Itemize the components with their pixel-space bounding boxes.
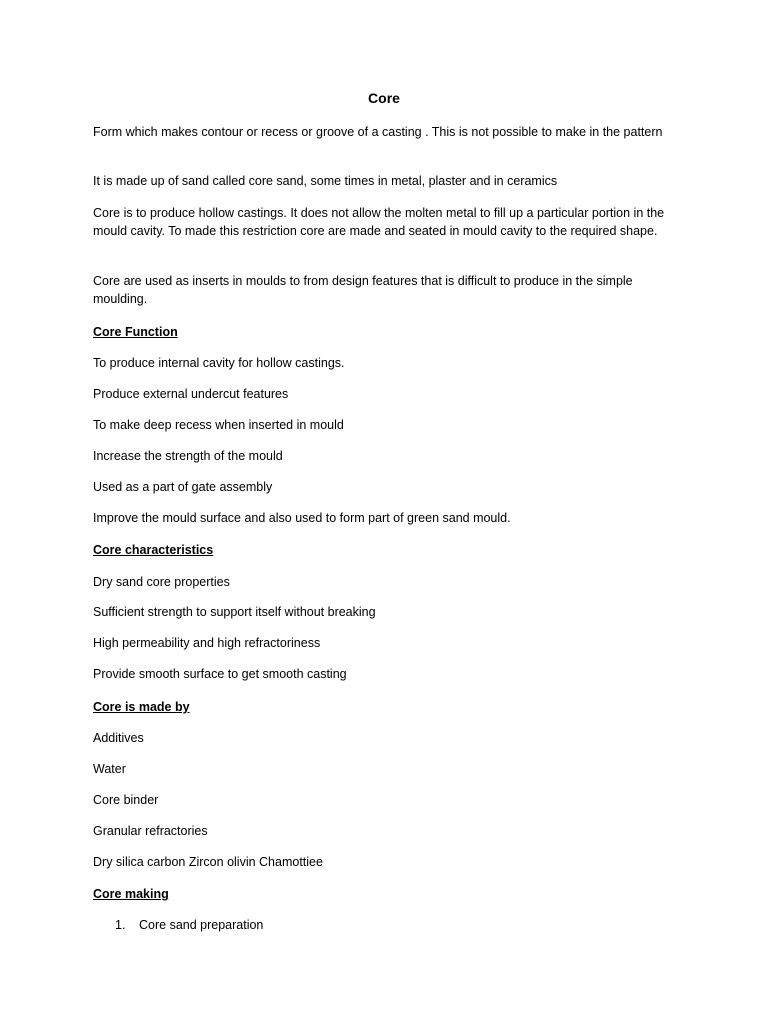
section-heading-core-made-by: Core is made by <box>93 700 190 714</box>
list-item: Water <box>93 762 126 776</box>
list-number: 1. <box>115 918 126 932</box>
list-item: To make deep recess when inserted in mould <box>93 418 344 432</box>
list-item: Improve the mould surface and also used to form part of green sand mould. <box>93 511 511 525</box>
list-item: Produce external undercut features <box>93 387 289 401</box>
intro-paragraph-2: It is made up of sand called core sand, some times in metal, plaster and in ceramics <box>93 174 558 188</box>
intro-paragraph-1: Form which makes contour or recess or groove of a casting . This is not possible to make in the pattern <box>93 125 663 139</box>
page-title: Core <box>368 90 400 106</box>
list-item: Core binder <box>93 793 159 807</box>
list-item: Granular refractories <box>93 824 208 838</box>
section-heading-core-characteristics: Core characteristics <box>93 543 214 557</box>
list-item: Sufficient strength to support itself without breaking <box>93 605 376 619</box>
list-item: High permeability and high refractoriness <box>93 636 321 650</box>
list-item: Increase the strength of the mould <box>93 449 283 463</box>
list-item: Used as a part of gate assembly <box>93 480 273 494</box>
intro-paragraph-3: Core is to produce hollow castings. It does not allow the molten metal to fill up a particular portion in the mould cavity. To made this restriction core are made and seated in mould cavity to the required shape. <box>93 206 665 238</box>
numbered-list-item <box>115 916 263 934</box>
section-heading-core-making: Core making <box>93 887 169 901</box>
list-item: Provide smooth surface to get smooth casting <box>93 667 347 681</box>
section-heading-core-function: Core Function <box>93 325 178 339</box>
list-item: Dry silica carbon Zircon olivin Chamottiee <box>93 855 323 869</box>
intro-paragraph-4: Core are used as inserts in moulds to from design features that is difficult to produce in the simple moulding. <box>93 274 633 306</box>
list-item: Additives <box>93 731 144 745</box>
list-item-text: Core sand preparation <box>139 918 264 932</box>
list-item: Dry sand core properties <box>93 575 230 589</box>
list-item: To produce internal cavity for hollow castings. <box>93 356 345 370</box>
